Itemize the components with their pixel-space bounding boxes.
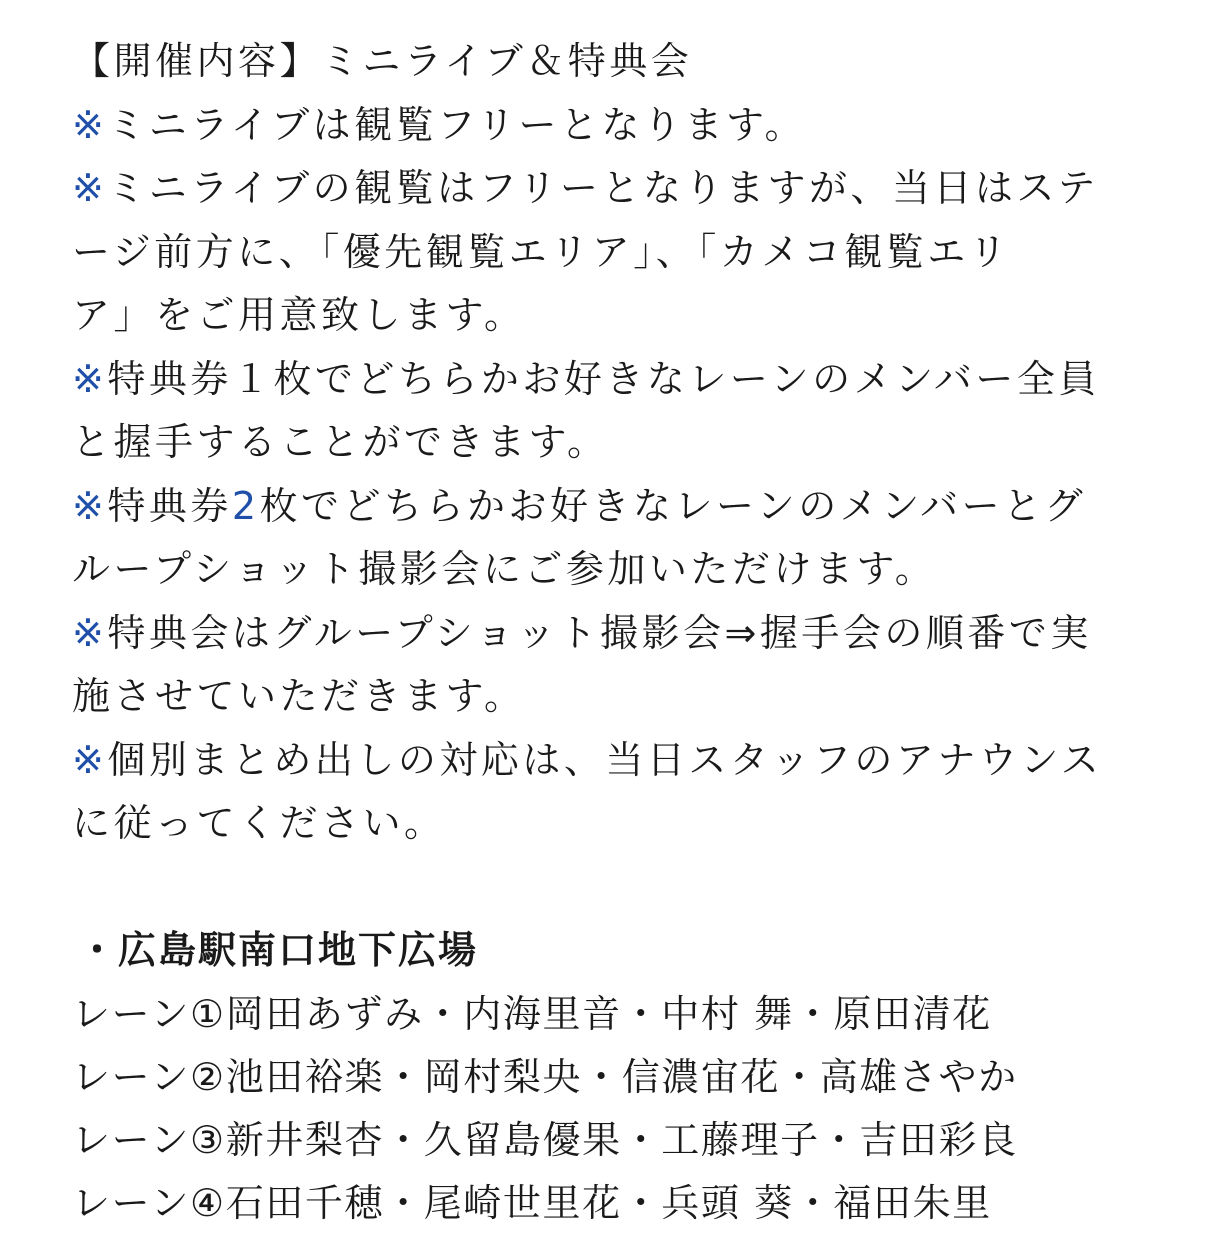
lane-row: レーン③新井梨杏・久留島優果・工藤理子・吉田彩良 bbox=[72, 1117, 1018, 1162]
note-line bbox=[72, 157, 1152, 221]
note-mark: ※ bbox=[72, 356, 108, 401]
note-line bbox=[72, 348, 1152, 412]
lane-row: レーン④石田千穂・尾崎世里花・兵頭 葵・福田朱里 bbox=[72, 1180, 992, 1225]
note-line-continued: 施させていただきます。 bbox=[72, 674, 526, 718]
note-mark: ※ bbox=[72, 166, 108, 210]
event-content-heading: 【開催内容】ミニライブ＆特典会 bbox=[72, 39, 693, 83]
note-text: 特典券１枚でどちらかお好きなレーンのメンバー全員 bbox=[107, 356, 1100, 401]
note-line bbox=[72, 475, 1152, 539]
note-mark: ※ bbox=[72, 102, 108, 147]
lane-row: レーン①岡田あずみ・内海里音・中村 舞・原田清花 bbox=[72, 991, 992, 1036]
note-line-continued: に従ってください。 bbox=[72, 801, 446, 845]
note-line bbox=[72, 729, 1152, 793]
note-line-continued: ループショット撮影会にご参加いただけます。 bbox=[72, 547, 937, 591]
blank-line bbox=[72, 856, 1152, 920]
note-text: 個別まとめ出しの対応は、当日スタッフのアナウンス bbox=[107, 737, 1103, 782]
note-line-continued: ア」をご用意致します。 bbox=[72, 293, 526, 337]
note-line-continued: と握手することができます。 bbox=[72, 420, 609, 464]
note-text: 特典会はグループショット撮影会⇒握手会の順番で実 bbox=[107, 610, 1092, 655]
note-text: ミニライブは観覧フリーとなります。 bbox=[107, 102, 807, 147]
note-line bbox=[72, 602, 1152, 666]
note-text: 枚でどちらかお好きなレーンのメンバーとグ bbox=[259, 483, 1087, 528]
note-text: 特典券 bbox=[107, 483, 232, 528]
note-mark: ※ bbox=[72, 483, 108, 528]
note-mark: ※ bbox=[72, 610, 108, 655]
venue-title: ・広島駅南口地下広場 bbox=[78, 928, 479, 972]
note-line-continued: ージ前方に、「優先観覧エリア」、「カメコ観覧エリ bbox=[72, 229, 1011, 274]
lane-row: レーン②池田裕楽・岡村梨央・信濃宙花・高雄さやか bbox=[72, 1054, 1018, 1099]
ticket-count: 2 bbox=[231, 483, 260, 528]
note-text: ミニライブの観覧はフリーとなりますが、当日はステ bbox=[107, 166, 1099, 210]
note-line bbox=[72, 94, 1152, 158]
event-details bbox=[72, 30, 1152, 1235]
note-mark: ※ bbox=[72, 737, 108, 782]
